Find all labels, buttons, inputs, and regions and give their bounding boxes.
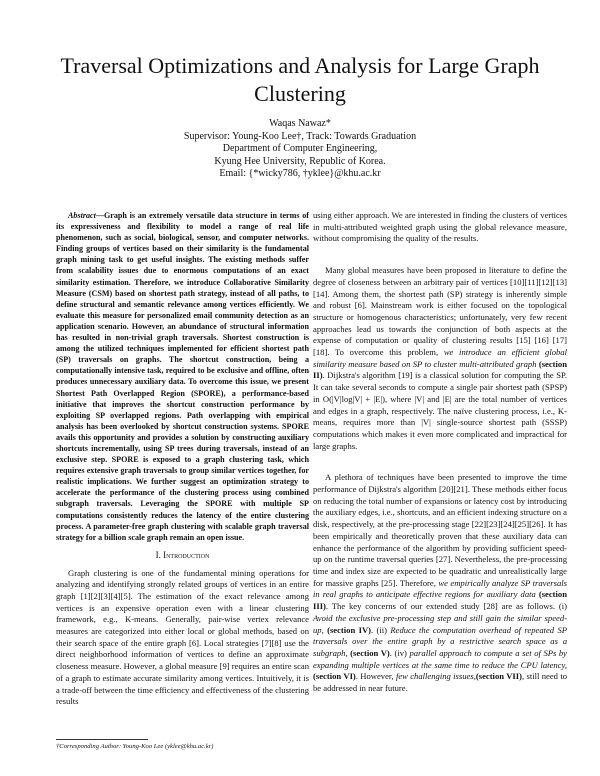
text-run: . However,	[355, 671, 396, 682]
text-run: . (ii)	[371, 624, 391, 635]
emphasis-run: few challenging issues,	[395, 671, 476, 682]
author-block	[100, 118, 500, 181]
left-column	[56, 210, 309, 708]
text-run: . Dijkstra's algorithm [19] is a classical solution for computing the SP. It can take several seconds to compute a single pair shortest path (SPSP) in O(|V|log|V| + |E|), where |V| and |E| are the total number of vertices and edges in a graph, respectively. The naïve clustering process, i.e., K-means, requires more than |V| single-source shortest path (SSSP) computations which makes it even more complicated and impractical for large graphs.	[313, 370, 567, 451]
intro-paragraph-continued: using either approach. We are interested in finding the clusters of vertices in multi-attributed weighted graph using the global relevance measure, without compromising the quality of the results.	[313, 210, 567, 244]
section-ref: (section II)	[313, 358, 567, 381]
section-ref: (section III)	[313, 589, 568, 612]
text-run: Many global measures have been proposed in literature to define the degree of closeness between an arbitrary pair of vertices [10][11][12][13][14]. Among them, the shortest path (SP) strategy is inherently simple and robust [6]. Mainstream work is either focused on the topological structure or homogenous characteristics; unfortunately, very few recent approaches lead us towards the conjunction of both aspects at the expense of computation or quality of clustering results [15] [16] [17] [18]. To overcome this problem,	[313, 265, 567, 358]
supervisor-track: Supervisor: Young-Koo Lee†, Track: Towards Graduation	[183, 130, 417, 142]
footnote: †Corresponding Author: Young-Koo Lee (yklee@khu.ac.kr)	[56, 743, 214, 750]
paragraph-techniques	[313, 472, 567, 694]
paragraph-global-measures	[313, 265, 567, 452]
department: Department of Computer Engineering,	[222, 143, 378, 155]
section-ref: (section V)	[347, 647, 390, 658]
abstract	[56, 210, 309, 543]
emphasis-run: we introduce an efficient global similarity measure based on SP to cluster multi-attributed graph	[313, 347, 567, 369]
right-column	[313, 210, 567, 695]
abstract-label: Abstract	[68, 211, 96, 220]
footnote-rule	[56, 739, 148, 740]
university: Kyung Hee University, Republic of Korea.	[214, 155, 386, 167]
intro-paragraph: Graph clustering is one of the fundamental mining operations for analyzing and identifying strongly related groups of vertices in an entire graph [1][2][3][4][5]. The estimation of the exact relevance among vertices is an expensive operation even with a linear clustering framework, e.g., K-means. Generally, pair-wise vertex relevance measures are categorized into either local or global methods, based on their search space of the entire graph [6]. Local strategies [7][8] use the direct neighborhood information of vertices to define an approximate closeness measure. However, a global measure [9] requires an entire scan of a graph to estimate accurate similarity among vertices. Intuitively, it is a trade-off between the time efficiency and effectiveness of the clustering results	[56, 567, 309, 707]
section-ref: (section IV)	[323, 624, 372, 635]
section-ref: (section VI)	[313, 671, 356, 682]
text-run: . (iv)	[389, 647, 410, 658]
author-name: Waqas Nawaz*	[269, 118, 331, 129]
emphasis-run: Avoid the exclusive pre-processing step and still gain the similar speed-up,	[313, 612, 567, 635]
section-ref: (section VII)	[475, 671, 522, 682]
paper-title: Traversal Optimizations and Analysis for Large Graph Clustering	[60, 53, 540, 106]
email: Email: {*wicky786, †yklee}@khu.ac.kr	[219, 168, 381, 180]
emphasis-run: we empirically analyze SP traversals in real graphs to anticipate effective regions for auxiliary data	[313, 577, 567, 600]
text-run: . The key concerns of our extended study [28] are as follows. (i)	[325, 601, 567, 612]
emphasis-run: Reduce the computation overhead of repeated SP traversals over the entire graph by a restrictive search space as a subgraph,	[313, 624, 568, 658]
abstract-text: —Graph is an extremely versatile data structure in terms of its expressiveness and flexibility to model a range of real life phenomenon, such as social, biological, sensor, and computer networks. Finding groups of vertices based on their similarity is the fundamental graph mining task to get useful insights. The existing methods suffer from scalability issues due to enormous computations of an exact similarity estimation. Therefore, we introduce Collaborative Similarity Measure (CSM) based on shortest path strategy, instead of all paths, to define structural and semantic relevance among vertices efficiently. We evaluate this measure for personalized email community detection as an application scenario. However, an abundance of structural information has resulted in non-trivial graph traversals. Shortest construction is among the utilized techniques implemented for efficient shortest path (SP) traversals on graphs. The shortcut construction, being a computationally intensive task, required to be exclusive and offline, often produces unnecessary auxiliary data. To overcome this issue, we present Shortest Path Overlapped Region (SPORE), a performance-based initiative that improves the shortcut construction performance by exploiting SP overlapped regions. Path overlapping with empirical analysis has been overlooked by shortcut construction systems. SPORE avails this opportunity and provides a solution by constructing auxiliary shortcuts incrementally, using SP trees during traversals, instead of an exclusive step. SPORE is exposed to a graph clustering task, which requires extensive graph traversals to group similar vertices together, for realistic implications. We further suggest an optimization strategy to accelerate the performance of the clustering process using combined subgraph traversals. Leveraging the SPORE with multiple SP computations consistently reduces the latency of the entire clustering process. A parameter-free graph clustering with scalable graph traversal strategy for a billion scale graph remain an open issue.	[56, 211, 309, 542]
text-run: , still need to be addressed in near future.	[313, 671, 567, 694]
text-run: A plethora of techniques have been presented to improve the time performance of Dijkstra's algorithm [20][21]. These methods either focus on reducing the total number of expansions or latency cost by introducing the auxiliary edges, i.e., shortcuts, and an efficient indexing structure on a disk, respectively, at the pre-processing stage [22][23][24][25][26]. It has been empirically and theoretically proven that these auxiliary data can enhance the performance of the algorithm by providing sufficient speed-up on the runtime traversal queries [27]. Nevertheless, the pre-processing time and index size are expected to be quadratic and unrealistically large for massive graphs [25]. Therefore,	[313, 472, 567, 588]
section-heading-introduction: I. Introduction	[155, 549, 210, 560]
emphasis-run: parallel approach to compute a set of SPs by expanding multiple vertices at the same time to reduce the CPU latency,	[313, 647, 567, 670]
